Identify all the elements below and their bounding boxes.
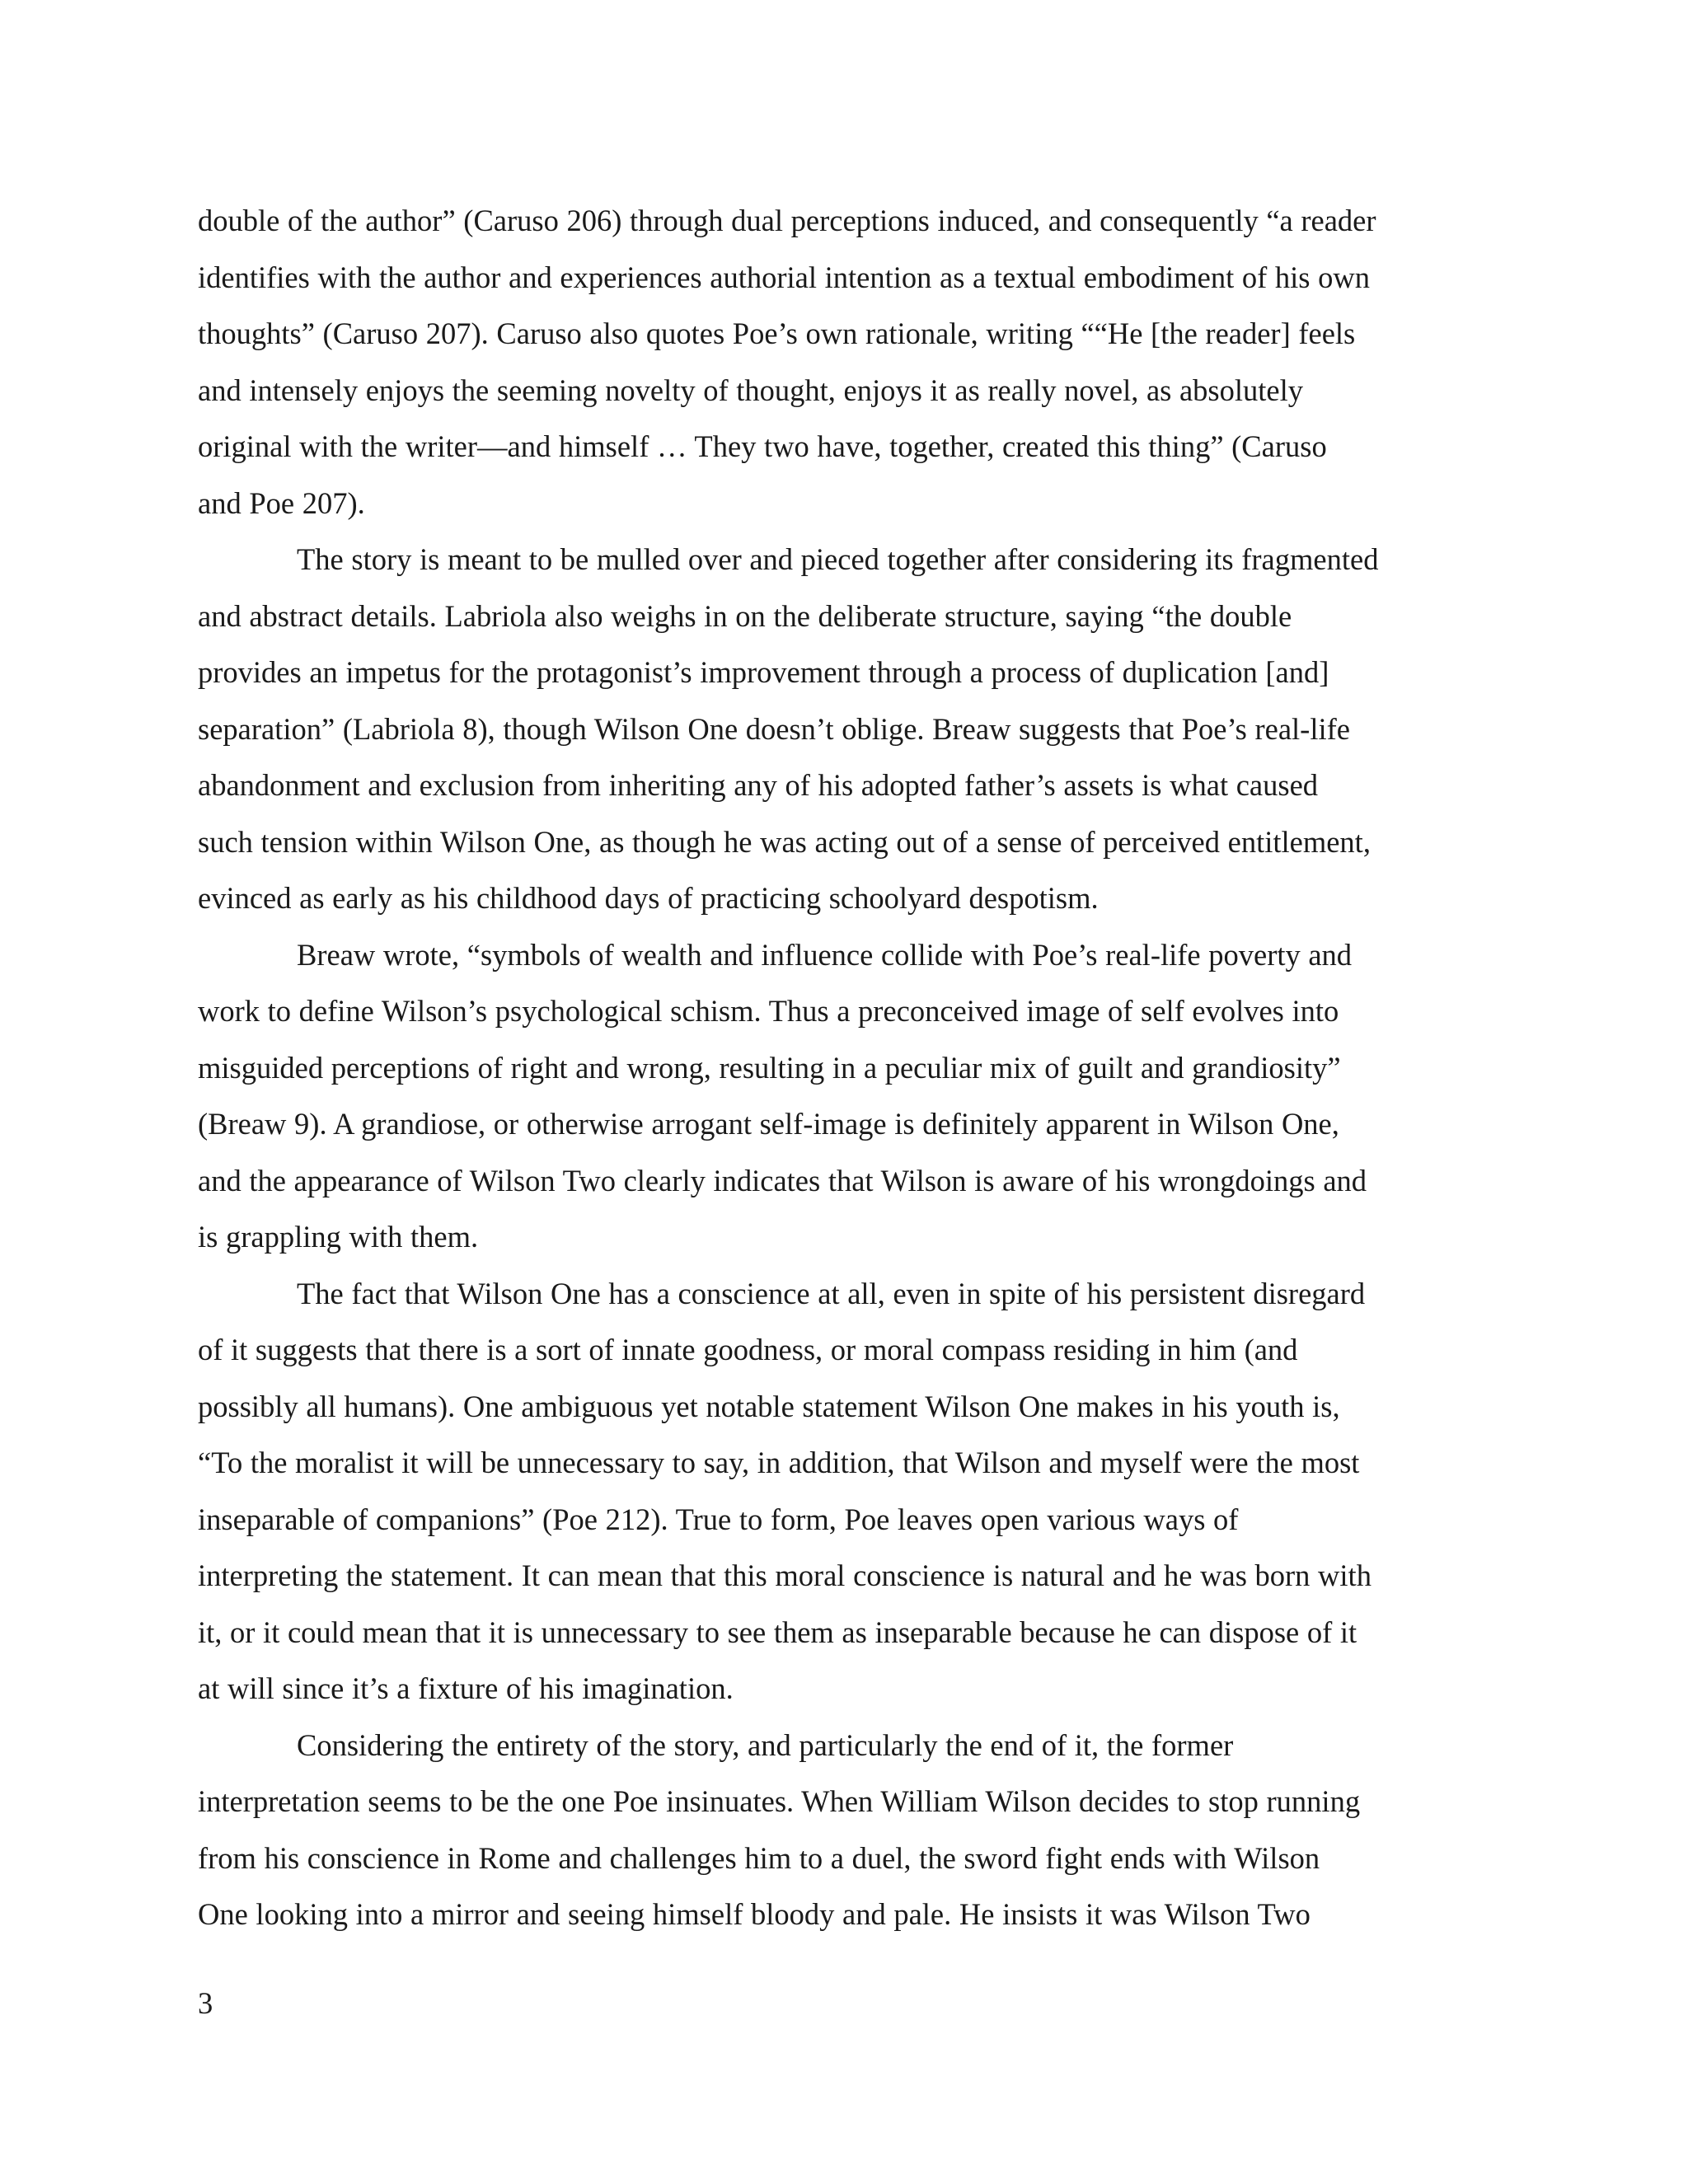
text-line: and Poe 207). <box>198 485 365 520</box>
text-line: from his conscience in Rome and challenges him to a duel, the sword fight ends with Wilson <box>198 1840 1320 1875</box>
text-line: and abstract details. Labriola also weighs in on the deliberate structure, saying “the double <box>198 598 1292 633</box>
text-line: The fact that Wilson One has a conscience at all, even in spite of his persistent disregard <box>297 1276 1366 1310</box>
text-line: work to define Wilson’s psychological schism. Thus a preconceived image of self evolves into <box>198 994 1339 1028</box>
paragraph <box>198 1718 1493 1943</box>
text-line: One looking into a mirror and seeing himself bloody and pale. He insists it was Wilson Two <box>198 1897 1311 1931</box>
text-line: identifies with the author and experiences authorial intention as a textual embodiment of his own <box>198 260 1370 294</box>
text-line: inseparable of companions” (Poe 212). True to form, Poe leaves open various ways of <box>198 1502 1239 1536</box>
text-line: (Breaw 9). A grandiose, or otherwise arrogant self-image is definitely apparent in Wilson One, <box>198 1107 1339 1141</box>
text-line: double of the author” (Caruso 206) through dual perceptions induced, and consequently “a reader <box>198 204 1376 237</box>
text-line: Breaw wrote, “symbols of wealth and influence collide with Poe’s real-life poverty and <box>297 937 1353 972</box>
text-line: original with the writer—and himself … They two have, together, created this thing” (Caruso <box>198 429 1327 463</box>
page-number: 3 <box>198 1986 213 2020</box>
text-line: separation” (Labriola 8), though Wilson One doesn’t oblige. Breaw suggests that Poe’s real-life <box>198 711 1350 746</box>
text-line: provides an impetus for the protagonist’s improvement through a process of duplication [and] <box>198 655 1329 689</box>
body-text <box>198 193 1493 1943</box>
text-line: thoughts” (Caruso 207). Caruso also quotes Poe’s own rationale, writing ““He [the reader] feels <box>198 316 1356 350</box>
text-line: such tension within Wilson One, as though he was acting out of a sense of perceived entitlement, <box>198 824 1371 859</box>
text-line: misguided perceptions of right and wrong, resulting in a peculiar mix of guilt and grandiosity” <box>198 1050 1341 1085</box>
text-line: at will since it’s a fixture of his imagination. <box>198 1671 734 1705</box>
text-line: and the appearance of Wilson Two clearly indicates that Wilson is aware of his wrongdoings and <box>198 1163 1367 1197</box>
text-line: “To the moralist it will be unnecessary to say, in addition, that Wilson and myself were the most <box>198 1446 1360 1479</box>
text-line: abandonment and exclusion from inheriting any of his adopted father’s assets is what caused <box>198 768 1319 802</box>
paragraph <box>198 1266 1493 1718</box>
paragraph <box>198 532 1493 927</box>
paragraph <box>198 193 1493 532</box>
text-line: evinced as early as his childhood days of practicing schoolyard despotism. <box>198 881 1099 915</box>
text-line: is grappling with them. <box>198 1220 479 1254</box>
text-line: interpretation seems to be the one Poe insinuates. When William Wilson decides to stop running <box>198 1784 1361 1818</box>
text-line: Considering the entirety of the story, and particularly the end of it, the former <box>297 1727 1234 1762</box>
text-line: interpreting the statement. It can mean that this moral conscience is natural and he was born with <box>198 1558 1372 1592</box>
paragraph <box>198 927 1493 1266</box>
text-line: it, or it could mean that it is unnecessary to see them as inseparable because he can dispose of it <box>198 1615 1357 1649</box>
text-line: The story is meant to be mulled over and pieced together after considering its fragmented <box>297 542 1379 576</box>
text-line: and intensely enjoys the seeming novelty of thought, enjoys it as really novel, as absolutely <box>198 373 1304 407</box>
text-line: possibly all humans). One ambiguous yet notable statement Wilson One makes in his youth is, <box>198 1389 1340 1423</box>
text-line: of it suggests that there is a sort of innate goodness, or moral compass residing in him (and <box>198 1333 1298 1366</box>
